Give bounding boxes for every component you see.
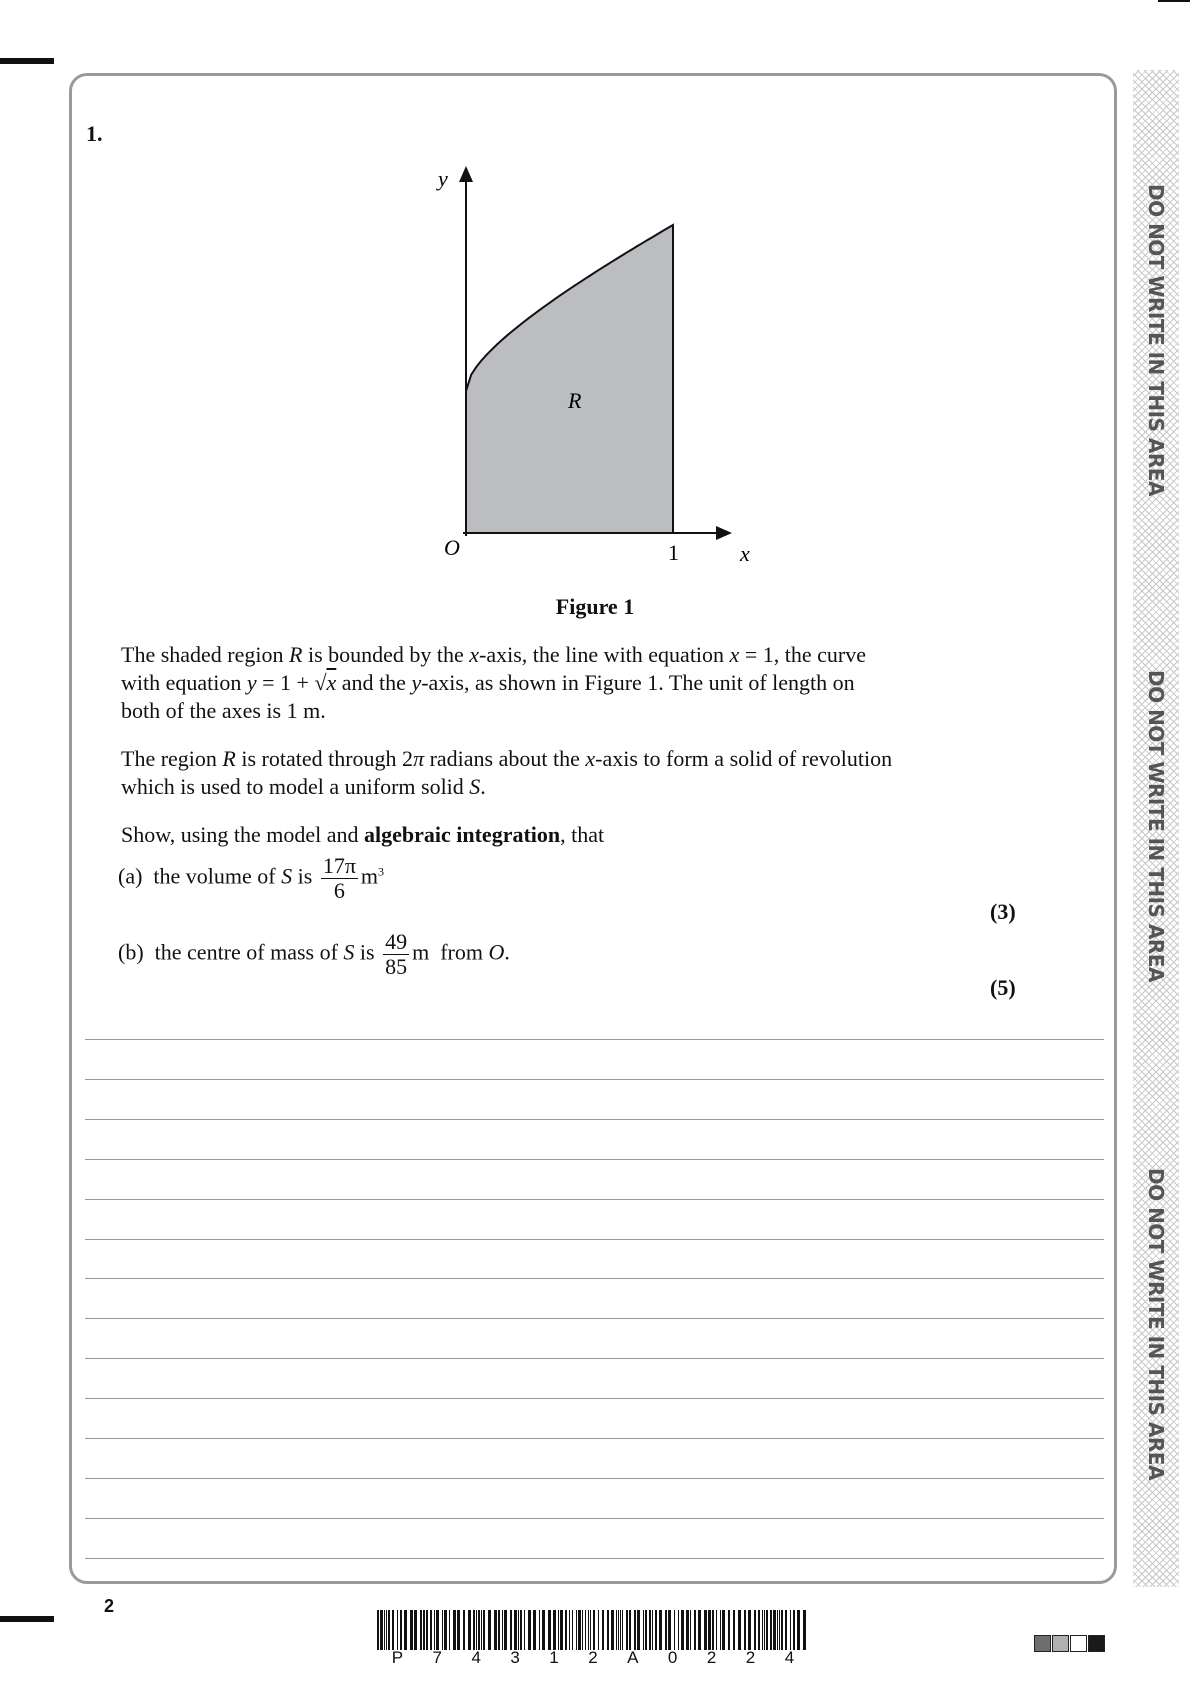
barcode-bar bbox=[558, 1610, 559, 1650]
origin-label: O bbox=[444, 535, 460, 560]
barcode-bar bbox=[404, 1610, 407, 1650]
barcode-bar bbox=[590, 1610, 591, 1650]
barcode-bar bbox=[686, 1610, 689, 1650]
barcode-bar bbox=[645, 1610, 647, 1650]
barcode-bar bbox=[733, 1610, 735, 1650]
barcode-bar bbox=[668, 1610, 671, 1650]
barcode-bar bbox=[426, 1610, 428, 1650]
barcode-bar bbox=[533, 1610, 536, 1650]
barcode-bar bbox=[754, 1610, 756, 1650]
question-number: 1. bbox=[86, 121, 103, 146]
barcode-digit: 3 bbox=[510, 1648, 520, 1667]
barcode-bar bbox=[392, 1610, 394, 1650]
barcode-bar bbox=[476, 1610, 477, 1650]
registration-mark-bottom bbox=[0, 1616, 54, 1622]
colour-calibration-squares bbox=[1034, 1635, 1106, 1652]
paragraph-3: Show, using the model and algebraic integration, that bbox=[121, 822, 605, 847]
barcode-bar bbox=[762, 1610, 763, 1650]
barcode-bar bbox=[388, 1610, 390, 1650]
barcode-bar bbox=[773, 1610, 776, 1650]
barcode-bar bbox=[643, 1610, 644, 1650]
barcode-bar bbox=[793, 1610, 795, 1650]
barcode-bar bbox=[468, 1610, 471, 1650]
barcode-bar bbox=[453, 1610, 456, 1650]
barcode-bar bbox=[665, 1610, 667, 1650]
barcode-bar bbox=[397, 1610, 398, 1650]
answer-line[interactable] bbox=[85, 1398, 1104, 1399]
figure-caption: Figure 1 bbox=[555, 594, 635, 619]
barcode-bar bbox=[704, 1610, 707, 1650]
barcode-bar bbox=[708, 1610, 711, 1650]
barcode-bar bbox=[434, 1610, 435, 1650]
barcode-bar bbox=[380, 1610, 383, 1650]
barcode-digit: 4 bbox=[471, 1648, 481, 1667]
barcode-digit: 2 bbox=[706, 1648, 717, 1667]
answer-line[interactable] bbox=[85, 1318, 1104, 1319]
barcode-bar bbox=[712, 1610, 714, 1650]
barcode-number bbox=[377, 1648, 809, 1668]
barcode-bar bbox=[377, 1610, 379, 1650]
barcode-bar bbox=[542, 1610, 545, 1650]
barcode-bar bbox=[498, 1610, 500, 1650]
barcode-bar bbox=[626, 1610, 628, 1650]
barcode-bar bbox=[659, 1610, 662, 1650]
barcode-bar bbox=[582, 1610, 583, 1650]
barcode-digit: P bbox=[391, 1648, 404, 1667]
barcode-bar bbox=[510, 1610, 512, 1650]
p1-line2: with equation y = 1 + √x and the y-axis, as shown in Figure 1. The unit of length on bbox=[121, 670, 855, 695]
barcode-bar bbox=[488, 1610, 491, 1650]
barcode-bar bbox=[565, 1610, 567, 1650]
barcode-bar bbox=[593, 1610, 595, 1650]
barcode-bar bbox=[420, 1610, 422, 1650]
barcode-bar bbox=[785, 1610, 787, 1650]
barcode-bar bbox=[618, 1610, 619, 1650]
barcode-bar bbox=[790, 1610, 791, 1650]
answer-line[interactable] bbox=[85, 1199, 1104, 1200]
barcode-bar bbox=[698, 1610, 701, 1650]
barcode-bar bbox=[637, 1610, 640, 1650]
barcode-bar bbox=[576, 1610, 577, 1650]
barcode-bar bbox=[655, 1610, 657, 1650]
barcode-bar bbox=[457, 1610, 460, 1650]
answer-line[interactable] bbox=[85, 1239, 1104, 1240]
barcode-bar bbox=[518, 1610, 519, 1650]
x-axis-label: x bbox=[740, 541, 750, 566]
answer-line[interactable] bbox=[85, 1159, 1104, 1160]
barcode-bar bbox=[514, 1610, 517, 1650]
barcode-bar bbox=[770, 1610, 772, 1650]
page-number: 2 bbox=[104, 1596, 115, 1616]
barcode-bar bbox=[442, 1610, 443, 1650]
barcode-bar bbox=[634, 1610, 636, 1650]
barcode-bar bbox=[502, 1610, 503, 1650]
barcode-bar bbox=[681, 1610, 684, 1650]
colour-square bbox=[1088, 1635, 1105, 1652]
y-axis-arrow bbox=[459, 166, 473, 182]
barcode-digit: A bbox=[627, 1648, 639, 1667]
barcode-bar bbox=[578, 1610, 581, 1650]
barcode-bar bbox=[494, 1610, 497, 1650]
barcode-bar bbox=[598, 1610, 599, 1650]
centre-of-mass-fraction: $\frac{49}{85}$ bbox=[385, 929, 408, 980]
barcode-bar bbox=[652, 1610, 653, 1650]
marks-b: (5) bbox=[990, 975, 1016, 1000]
barcode-bar bbox=[553, 1610, 556, 1650]
barcode bbox=[377, 1610, 809, 1650]
barcode-bar bbox=[560, 1610, 563, 1650]
barcode-bar bbox=[548, 1610, 551, 1650]
part-a: (a) the volume of S is $\frac{17\pi}{6}$ $m^3$ bbox=[118, 853, 385, 904]
barcode-bar bbox=[607, 1610, 609, 1650]
answer-line[interactable] bbox=[85, 1478, 1104, 1479]
y-axis-label: y bbox=[438, 166, 448, 191]
barcode-bar bbox=[585, 1610, 586, 1650]
barcode-bar bbox=[602, 1610, 604, 1650]
barcode-bar bbox=[386, 1610, 387, 1650]
barcode-bar bbox=[622, 1610, 623, 1650]
barcode-bar bbox=[520, 1610, 522, 1650]
barcode-bar bbox=[720, 1610, 721, 1650]
answer-line[interactable] bbox=[85, 1039, 1104, 1040]
barcode-bar bbox=[777, 1610, 778, 1650]
barcode-bar bbox=[716, 1610, 717, 1650]
barcode-digit: 7 bbox=[432, 1648, 442, 1667]
figure-1-graph bbox=[0, 0, 1190, 620]
side-warning-text: DO NOT WRITE IN THIS AREA bbox=[1144, 1168, 1168, 1480]
barcode-bar bbox=[444, 1610, 447, 1650]
barcode-bar bbox=[728, 1610, 730, 1650]
p2-line1: The region R is rotated through 2π radians about the x-axis to form a solid of revolution bbox=[121, 746, 893, 771]
barcode-bar bbox=[629, 1610, 631, 1650]
barcode-bar bbox=[758, 1610, 760, 1650]
barcode-bar bbox=[478, 1610, 480, 1650]
side-warning-text: DO NOT WRITE IN THIS AREA bbox=[1144, 184, 1168, 496]
barcode-bar bbox=[748, 1610, 751, 1650]
barcode-bar bbox=[797, 1610, 800, 1650]
barcode-bar bbox=[588, 1610, 589, 1650]
barcode-bar bbox=[766, 1610, 768, 1650]
barcode-bar bbox=[528, 1610, 531, 1650]
barcode-digit: 2 bbox=[745, 1648, 756, 1667]
answer-line[interactable] bbox=[85, 1518, 1104, 1519]
x-axis-arrow bbox=[716, 526, 732, 540]
paragraph-2 bbox=[121, 745, 892, 801]
barcode-bar bbox=[744, 1610, 746, 1650]
barcode-bar bbox=[504, 1610, 507, 1650]
barcode-bar bbox=[410, 1610, 413, 1650]
barcode-bar bbox=[611, 1610, 614, 1650]
p2-line2: which is used to model a uniform solid S. bbox=[121, 774, 486, 799]
barcode-bar bbox=[649, 1610, 651, 1650]
barcode-bar bbox=[620, 1610, 621, 1650]
barcode-digit: 0 bbox=[667, 1648, 678, 1667]
barcode-bar bbox=[481, 1610, 482, 1650]
barcode-digit: 2 bbox=[588, 1648, 598, 1667]
barcode-bar bbox=[436, 1610, 439, 1650]
p1-line3: both of the axes is 1 m. bbox=[121, 698, 326, 723]
barcode-bar bbox=[483, 1610, 485, 1650]
barcode-bar bbox=[803, 1610, 806, 1650]
barcode-bar bbox=[539, 1610, 540, 1650]
barcode-bar bbox=[781, 1610, 783, 1650]
answer-line[interactable] bbox=[85, 1438, 1104, 1439]
colour-square bbox=[1070, 1635, 1087, 1652]
colour-square bbox=[1052, 1635, 1069, 1652]
barcode-bar bbox=[690, 1610, 691, 1650]
barcode-bar bbox=[779, 1610, 780, 1650]
paragraph-1 bbox=[121, 641, 866, 725]
barcode-bar bbox=[473, 1610, 475, 1650]
p1-line1: The shaded region R is bounded by the x-axis, the line with equation x = 1, the curve bbox=[121, 642, 866, 667]
shaded-region-r bbox=[466, 225, 673, 533]
barcode-bar bbox=[678, 1610, 679, 1650]
barcode-bar bbox=[524, 1610, 525, 1650]
answer-line[interactable] bbox=[85, 1119, 1104, 1120]
barcode-bar bbox=[572, 1610, 573, 1650]
marks-a: (3) bbox=[990, 899, 1016, 924]
barcode-bar bbox=[463, 1610, 465, 1650]
colour-square bbox=[1034, 1635, 1051, 1652]
barcode-bar bbox=[384, 1610, 385, 1650]
barcode-bar bbox=[569, 1610, 570, 1650]
barcode-bar bbox=[414, 1610, 417, 1650]
barcode-digit: 4 bbox=[784, 1648, 795, 1667]
barcode-bar bbox=[423, 1610, 425, 1650]
barcode-bar bbox=[722, 1610, 725, 1650]
barcode-bar bbox=[430, 1610, 432, 1650]
barcode-bar bbox=[400, 1610, 402, 1650]
answer-line[interactable] bbox=[85, 1558, 1104, 1559]
barcode-digit: 1 bbox=[549, 1648, 559, 1667]
barcode-bar bbox=[694, 1610, 696, 1650]
x-tick-label: 1 bbox=[668, 540, 679, 565]
barcode-bar bbox=[674, 1610, 675, 1650]
answer-line[interactable] bbox=[85, 1278, 1104, 1279]
part-b: (b) the centre of mass of S is $\frac{49}{85}$ m from O. bbox=[118, 929, 510, 980]
barcode-bar bbox=[738, 1610, 741, 1650]
volume-fraction: $\frac{17\pi}{6}$ bbox=[322, 853, 356, 904]
barcode-bar bbox=[764, 1610, 765, 1650]
answer-line[interactable] bbox=[85, 1079, 1104, 1080]
answer-line[interactable] bbox=[85, 1358, 1104, 1359]
barcode-bar bbox=[449, 1610, 450, 1650]
barcode-bar bbox=[616, 1610, 617, 1650]
side-warning-text: DO NOT WRITE IN THIS AREA bbox=[1144, 670, 1168, 982]
region-label: R bbox=[568, 388, 582, 413]
